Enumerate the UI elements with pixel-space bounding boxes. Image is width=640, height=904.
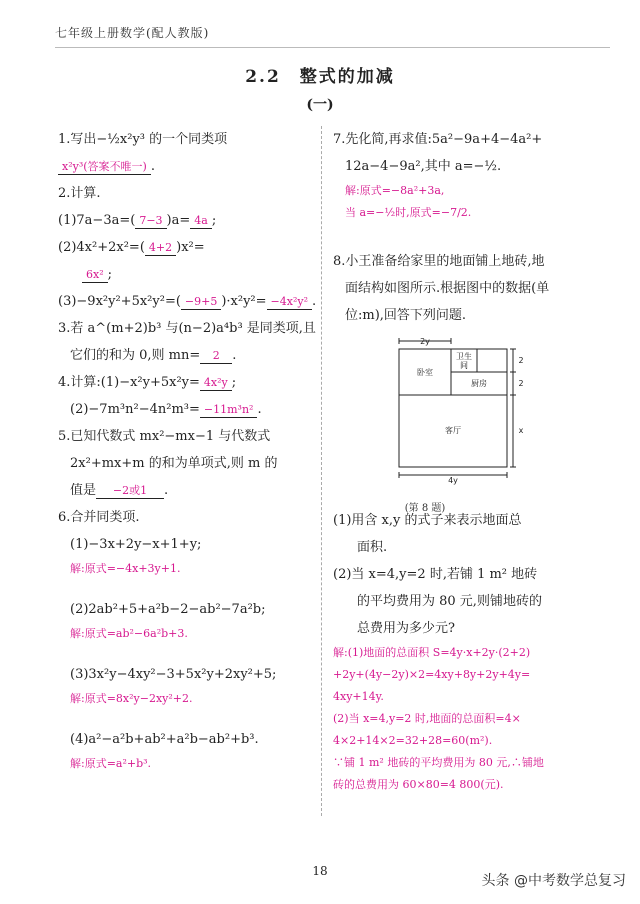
question-2-1: (1)7a−3a=( 7−3 )a= 4a ;	[58, 213, 217, 228]
label-bathroom-1: 卫生	[456, 352, 472, 361]
column-divider	[321, 126, 322, 816]
dim-x: x	[518, 426, 524, 435]
question-6-1: (1)−3x+2y−x+1+y;	[70, 537, 202, 552]
question-2: 2.计算.	[58, 186, 101, 201]
dim-2-a: 2	[518, 356, 524, 365]
question-6-1-solution: 解:原式=−4x+3y+1.	[70, 562, 181, 575]
question-7-solution-1: 解:原式=−8a²+3a,	[345, 184, 445, 197]
question-8-line-2: 面结构如图所示.根据图中的数据(单	[345, 281, 550, 296]
question-6-4-solution: 解:原式=a²+b³.	[70, 757, 152, 770]
label-bedroom: 卧室	[417, 368, 433, 377]
question-8-solution-2: +2y+(4y−2y)×2=4xy+8y+2y+4y=	[333, 668, 531, 681]
right-column	[333, 126, 618, 796]
page-number: 18	[312, 864, 328, 878]
question-2-2-answer: 6x² ;	[58, 261, 313, 288]
label-bathroom-2: 间	[460, 361, 468, 370]
question-6: 6.合并同类项.	[58, 510, 140, 525]
question-6-2-solution: 解:原式=ab²−6a²b+3.	[70, 627, 188, 640]
question-2-2: (2)4x²+2x²=( 4+2 )x²=	[58, 240, 205, 255]
question-8-solution-6: ∵铺 1 m² 地砖的平均费用为 80 元,∴铺地	[333, 756, 544, 769]
question-5-line-3: 值是 −2或1 .	[70, 483, 169, 498]
question-2-3: (3)−9x²y²+5x²y²=( −9+5 )·x²y²= −4x²y² .	[58, 294, 317, 309]
floor-plan-svg	[395, 335, 535, 485]
question-8-solution-1: 解:(1)地面的总面积 S=4y·x+2y·(2+2)	[333, 646, 531, 659]
question-8-2-line-2: 的平均费用为 80 元,则铺地砖的	[357, 594, 542, 609]
question-8-solution-5: 4×2+14×2=32+28=60(m²).	[333, 734, 493, 747]
question-7-line-2: 12a−4−9a²,其中 a=−½.	[345, 159, 502, 174]
question-8-line-3: 位:m),回答下列问题.	[345, 308, 467, 323]
question-7-solution-2: 当 a=−½时,原式=−7/2.	[345, 206, 472, 219]
question-8-2-line-1: (2)当 x=4,y=2 时,若铺 1 m² 地砖	[333, 567, 538, 582]
label-kitchen: 厨房	[471, 379, 487, 388]
question-8-solution-7: 砖的总费用为 60×80=4 800(元).	[333, 778, 504, 791]
question-4-1: 4.计算:(1)−x²y+5x²y= 4x²y ;	[58, 375, 237, 390]
question-5-line-2: 2x²+mx+m 的和为单项式,则 m 的	[70, 456, 278, 471]
question-6-3: (3)3x²y−4xy²−3+5x²y+2xy²+5;	[70, 667, 277, 682]
dim-2y: 2y	[420, 337, 430, 346]
question-8-line-1: 8.小王准备给家里的地面铺上地砖,地	[333, 254, 545, 269]
question-7-line-1: 7.先化简,再求值:5a²−9a+4−4a²+	[333, 132, 543, 147]
watermark: 头条 @中考数学总复习	[481, 873, 626, 889]
outer-wall	[399, 349, 507, 467]
question-1-answer: x²y³(答案不唯一)	[58, 159, 151, 175]
question-3-answer: 2	[200, 348, 232, 364]
dim-2-b: 2	[518, 379, 524, 388]
dim-4y: 4y	[448, 476, 458, 485]
section-subtitle: (一)	[306, 97, 334, 113]
question-8-solution-4: (2)当 x=4,y=2 时,地面的总面积=4×	[333, 712, 521, 725]
question-6-4: (4)a²−a²b+ab²+a²b−ab²+b³.	[70, 732, 259, 747]
section-title: 2.2 整式的加减	[245, 67, 395, 87]
question-4-2: (2)−7m³n²−4n²m³= −11m³n² .	[70, 402, 262, 417]
question-8-2-line-3: 总费用为多少元?	[357, 621, 455, 636]
question-1-answer-line: x²y³(答案不唯一) .	[58, 153, 313, 180]
question-5-line-1: 5.已知代数式 mx²−mx−1 与代数式	[58, 429, 271, 444]
question-3-line-1: 3.若 a^(m+2)b³ 与(n−2)a⁴b³ 是同类项,且	[58, 321, 316, 336]
running-header: 七年级上册数学(配人教版)	[55, 24, 610, 48]
question-8-1-line-2: 面积.	[357, 540, 388, 555]
question-6-2: (2)2ab²+5+a²b−2−ab²−7a²b;	[70, 602, 266, 617]
question-5-answer: −2或1	[96, 483, 164, 499]
figure-caption: (第 8 题)	[404, 503, 446, 514]
question-1: 1.写出−½x²y³ 的一个同类项	[58, 132, 228, 147]
floor-plan-figure	[395, 335, 535, 514]
label-living-room: 客厅	[445, 426, 461, 435]
question-6-3-solution: 解:原式=8x²y−2xy²+2.	[70, 692, 193, 705]
question-8-1-line-1: (1)用含 x,y 的式子来表示地面总	[333, 513, 522, 528]
question-3-line-2: 它们的和为 0,则 mn= 2 .	[70, 348, 237, 363]
question-8-solution-3: 4xy+14y.	[333, 690, 384, 703]
left-column	[58, 126, 317, 775]
